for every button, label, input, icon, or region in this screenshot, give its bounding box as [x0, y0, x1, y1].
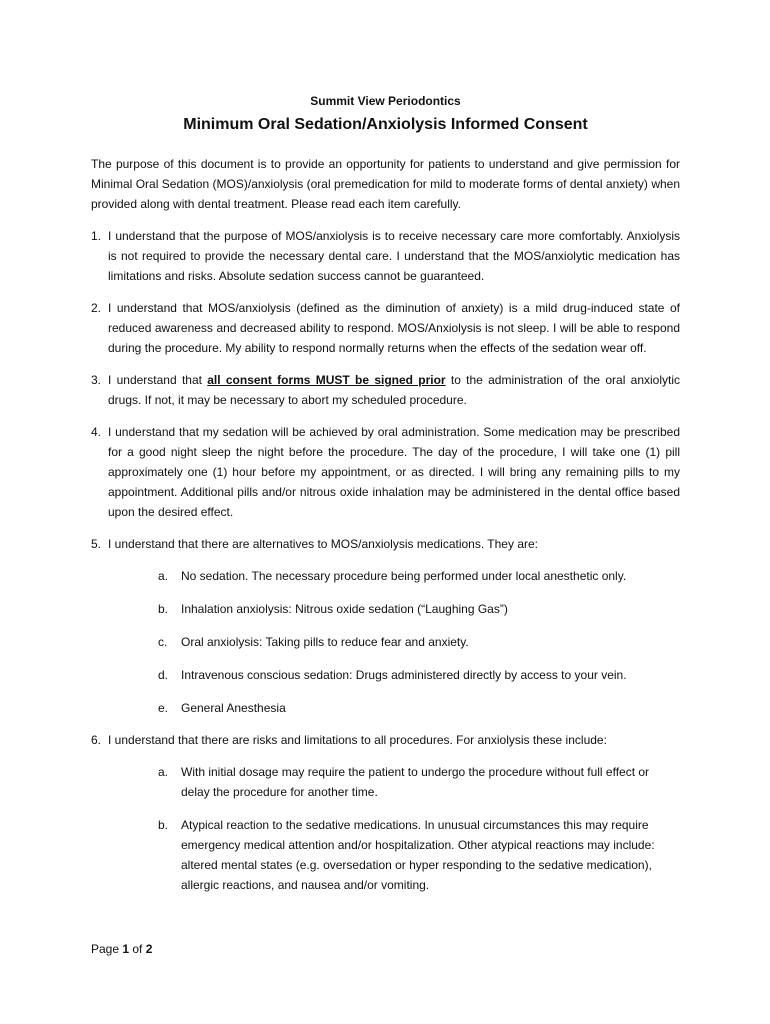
- sub-letter: b.: [158, 602, 169, 616]
- item-text-post: to the administration of the oral anxiolytic drugs. If not, it may be necessary to abort my scheduled procedure.: [108, 373, 681, 407]
- sub-text: General Anesthesia: [181, 701, 286, 715]
- document-title: Minimum Oral Sedation/Anxiolysis Informed Consent: [183, 116, 588, 133]
- sub-letter: c.: [158, 635, 168, 649]
- item-text: I understand that the purpose of MOS/anxiolysis is to receive necessary care more comfortably. Anxiolysis is not required to provide the necessary dental care. I understand that the MOS/anxiolytic medication has limitations and risks. Absolute sedation success cannot be guaranteed.: [108, 229, 680, 283]
- item-number: 6.: [91, 733, 102, 747]
- item-number: 2.: [91, 301, 102, 315]
- consent-item-3: [91, 370, 680, 410]
- consent-item-5: [91, 534, 680, 718]
- sub-text: Atypical reaction to the sedative medications. In unusual circumstances this may require emergency medical attention and/or hospitalization. Other atypical reactions may include: altered mental states (e.g. oversedation or hyper responding to the sedative medication), allergic reactions, and nausea and/or vomiting.: [181, 818, 655, 892]
- sub-letter: a.: [158, 569, 169, 583]
- page-number: 1: [122, 942, 130, 956]
- item-number: 4.: [91, 425, 102, 439]
- sub-letter: d.: [158, 668, 169, 682]
- sub-text: Oral anxiolysis: Taking pills to reduce fear and anxiety.: [181, 635, 469, 649]
- alternative-item: [108, 566, 680, 586]
- sub-text: Inhalation anxiolysis: Nitrous oxide sedation (“Laughing Gas”): [181, 602, 508, 616]
- item-text: I understand that there are alternatives to MOS/anxiolysis medications. They are:: [108, 537, 538, 551]
- alternative-item: [108, 599, 680, 619]
- sub-text: No sedation. The necessary procedure being performed under local anesthetic only.: [181, 569, 627, 583]
- consent-item-6: [91, 730, 680, 895]
- page-of-label: of: [129, 942, 146, 956]
- alternative-item: [108, 698, 680, 718]
- sub-letter: e.: [158, 701, 169, 715]
- risks-list: [108, 762, 680, 895]
- item-text: I understand that MOS/anxiolysis (defined as the diminution of anxiety) is a mild drug-induced state of reduced awareness and decreased ability to respond. MOS/Anxiolysis is not sleep. I will be able to respond during the procedure. My ability to respond normally returns when the effects of the sedation wear off.: [108, 301, 680, 355]
- item-number: 3.: [91, 373, 102, 387]
- sub-text: With initial dosage may require the patient to undergo the procedure without full effect or delay the procedure for another time.: [181, 765, 650, 799]
- alternatives-list: [108, 566, 680, 718]
- page-label: Page: [91, 942, 123, 956]
- page-total: 2: [145, 942, 153, 956]
- practice-name: Summit View Periodontics: [310, 94, 461, 108]
- item-number: 1.: [91, 229, 102, 243]
- sub-letter: b.: [158, 818, 169, 832]
- alternative-item: [108, 632, 680, 652]
- item-text: I understand that there are risks and limitations to all procedures. For anxiolysis these include:: [108, 733, 607, 747]
- consent-items: [91, 226, 680, 895]
- item-text-pre: I understand that: [108, 373, 208, 387]
- item-number: 5.: [91, 537, 102, 551]
- page-footer: [91, 942, 152, 956]
- alternative-item: [108, 665, 680, 685]
- consent-item-1: [91, 226, 680, 286]
- sub-text: Intravenous conscious sedation: Drugs administered directly by access to your vein.: [181, 668, 627, 682]
- consent-item-2: [91, 298, 680, 358]
- emphasis-text: all consent forms MUST be signed prior: [207, 373, 446, 387]
- item-text: I understand that my sedation will be achieved by oral administration. Some medication may be prescribed for a good night sleep the night before the procedure. The day of the procedure, I will take one (1) pill approximately one (1) hour before my appointment, or as directed. I will bring any remaining pills to my appointment. Additional pills and/or nitrous oxide inhalation may be administered in the dental office based upon the desired effect.: [108, 425, 680, 519]
- intro-paragraph: The purpose of this document is to provide an opportunity for patients to understand and give permission for Minimal Oral Sedation (MOS)/anxiolysis (oral premedication for mild to moderate forms of dental anxiety) when provided along with dental treatment. Please read each item carefully.: [91, 157, 680, 211]
- consent-item-4: [91, 422, 680, 522]
- risk-item: [108, 762, 680, 802]
- risk-item: [108, 815, 680, 895]
- sub-letter: a.: [158, 765, 169, 779]
